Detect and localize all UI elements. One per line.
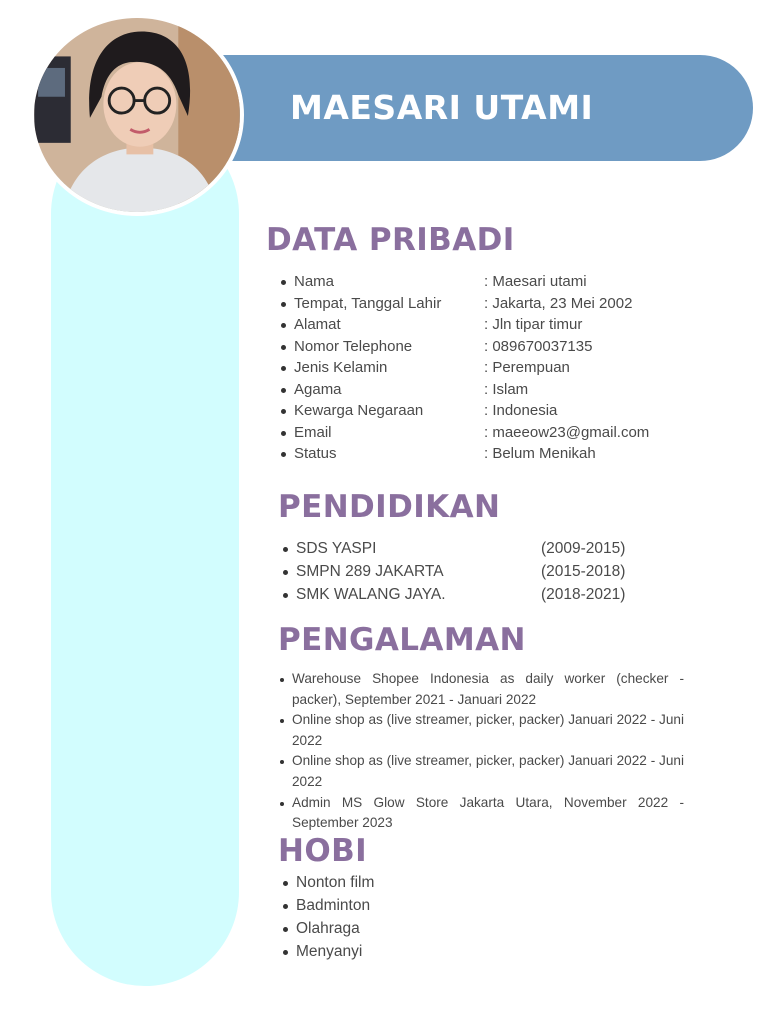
hobby-list bbox=[283, 871, 374, 963]
section-title-education: PENDIDIKAN bbox=[278, 489, 501, 525]
profile-photo bbox=[30, 14, 244, 216]
list-item: Online shop as (live streamer, picker, packer) Januari 2022 - Juni 2022 bbox=[280, 710, 684, 751]
sidebar-decoration bbox=[51, 120, 239, 986]
list-item: Kewarga Negaraan : Indonesia bbox=[281, 400, 649, 422]
profile-photo-image bbox=[34, 18, 240, 212]
list-item: Alamat : Jln tipar timur bbox=[281, 314, 649, 336]
list-item: Admin MS Glow Store Jakarta Utara, November 2022 - September 2023 bbox=[280, 793, 684, 834]
list-item: SMPN 289 JAKARTA (2015-2018) bbox=[283, 560, 625, 583]
list-item: Online shop as (live streamer, picker, packer) Januari 2022 - Juni 2022 bbox=[280, 751, 684, 792]
list-item: Jenis Kelamin : Perempuan bbox=[281, 357, 649, 379]
list-item: Email : maeeow23@gmail.com bbox=[281, 422, 649, 444]
section-title-hobbies: HOBI bbox=[278, 833, 368, 869]
list-item: Tempat, Tanggal Lahir : Jakarta, 23 Mei 2002 bbox=[281, 293, 649, 315]
section-title-personal: DATA PRIBADI bbox=[266, 222, 515, 258]
list-item: Badminton bbox=[283, 894, 374, 917]
list-item: SDS YASPI (2009-2015) bbox=[283, 537, 625, 560]
section-title-experience: PENGALAMAN bbox=[278, 622, 526, 658]
list-item: Nama : Maesari utami bbox=[281, 271, 649, 293]
list-item: Status : Belum Menikah bbox=[281, 443, 649, 465]
list-item: Olahraga bbox=[283, 917, 374, 940]
list-item: Nomor Telephone : 089670037135 bbox=[281, 336, 649, 358]
list-item: Agama : Islam bbox=[281, 379, 649, 401]
experience-list bbox=[280, 669, 684, 834]
list-item: Warehouse Shopee Indonesia as daily worker (checker - packer), September 2021 - Januari 2022 bbox=[280, 669, 684, 710]
list-item: SMK WALANG JAYA. (2018-2021) bbox=[283, 583, 625, 606]
education-list bbox=[283, 537, 625, 606]
list-item: Menyanyi bbox=[283, 940, 374, 963]
page-title: MAESARI UTAMI bbox=[290, 88, 594, 127]
list-item: Nonton film bbox=[283, 871, 374, 894]
personal-data-list bbox=[281, 271, 649, 465]
